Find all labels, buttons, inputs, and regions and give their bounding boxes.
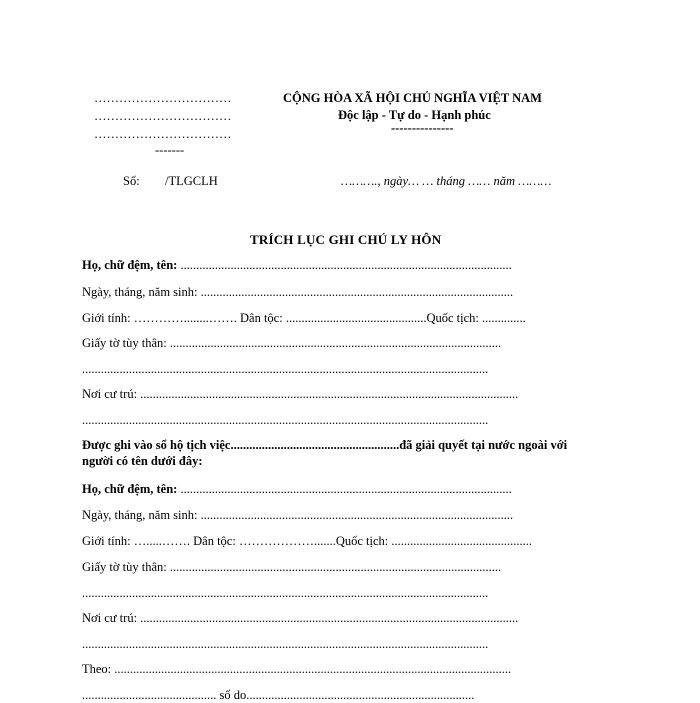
national-motto: Độc lập - Tự do - Hạnh phúc	[338, 108, 491, 122]
recorded-statement-line-1: Được ghi vào sổ hộ tịch việc......................................................đã giải quyết tại nước ngoài với	[82, 438, 568, 452]
issuer-separator: -------	[155, 143, 185, 157]
document-title: TRÍCH LỤC GHI CHÚ LY HÔN	[250, 232, 442, 247]
party1-name-dots: ..........................................................................................................	[177, 258, 512, 272]
party1-gender-ethnicity-nationality: Giới tính: …………........……. Dân tộc: .............................................Quốc tịch: ..............	[82, 311, 526, 325]
party2-name-field	[82, 482, 512, 497]
party2-dob-field: Ngày, tháng, năm sinh: ....................................................................................................	[82, 508, 514, 522]
party2-name-dots: ..........................................................................................................	[177, 482, 512, 496]
party1-id-field: Giấy tờ tùy thân: ..........................................................................................................	[82, 336, 502, 350]
motto-separator: ---------------	[391, 121, 454, 135]
party2-residence-field: Nơi cư trú: .........................................................................................................................	[82, 611, 519, 625]
country-name: CỘNG HÒA XÃ HỘI CHỦ NGHĨA VIỆT NAM	[283, 91, 542, 105]
issuer-line-2: ……………………………	[94, 109, 232, 123]
decision-number-field: ........................................... số do.........................................................................	[82, 688, 475, 702]
party1-name-field	[82, 258, 512, 273]
party2-residence-continuation: ..................................................................................................................................	[82, 637, 489, 651]
party2-name-label: Họ, chữ đệm, tên:	[82, 482, 178, 496]
party1-residence-continuation: ..................................................................................................................................	[82, 413, 489, 427]
party2-id-field: Giấy tờ tùy thân: ..........................................................................................................	[82, 560, 502, 574]
number-label: Số:	[123, 174, 140, 188]
party2-id-continuation: ..................................................................................................................................	[82, 586, 489, 600]
issuer-line-3: ……………………………	[94, 127, 232, 141]
party1-dob-field: Ngày, tháng, năm sinh: ....................................................................................................	[82, 285, 514, 299]
basis-field: Theo: ...............................................................................................................................	[82, 662, 512, 676]
date-line: ………., ngày… … tháng …… năm ………	[341, 174, 552, 188]
issuer-line-1: ……………………………	[94, 91, 232, 105]
recorded-statement-line-2: người có tên dưới đây:	[82, 454, 203, 468]
number-code: /TLGCLH	[165, 174, 218, 188]
party1-name-label: Họ, chữ đệm, tên:	[82, 258, 178, 272]
party1-id-continuation: ..................................................................................................................................	[82, 362, 489, 376]
party2-gender-ethnicity-nationality: Giới tính: ….....……. Dân tộc: ……………….......Quốc tịch: .............................................	[82, 534, 532, 548]
party1-residence-field: Nơi cư trú: .........................................................................................................................	[82, 387, 519, 401]
